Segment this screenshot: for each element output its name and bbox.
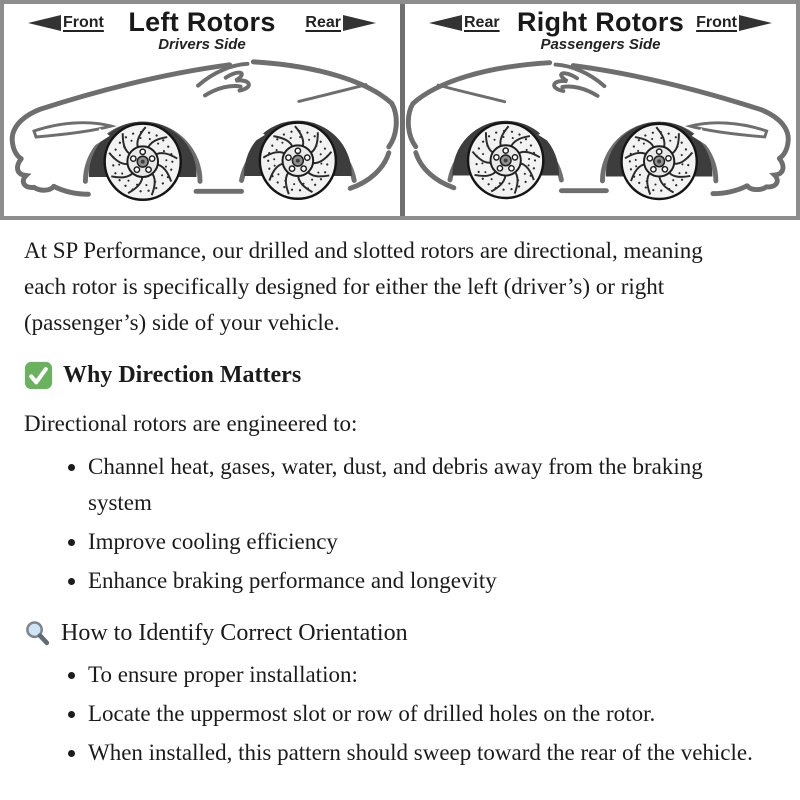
left-panel-header: [4, 4, 400, 52]
section-title: Why Direction Matters: [63, 362, 302, 388]
arrow-right-icon: [738, 14, 772, 32]
check-mark-icon: [24, 361, 53, 390]
benefits-list: [24, 449, 776, 599]
direction-label: Front: [63, 14, 104, 31]
rotation-label: Rotation: [464, 101, 525, 129]
direction-label: Rear: [305, 14, 341, 31]
rear-direction-right: [305, 14, 376, 32]
left-car-illustration: [4, 50, 400, 216]
right-panel-header: [405, 4, 796, 52]
rear-direction-left: [429, 14, 500, 32]
list-item: • To ensure proper installation:: [88, 657, 768, 693]
panel-subtitle: Passengers Side: [540, 36, 661, 53]
direction-label: Front: [696, 14, 737, 31]
front-direction-right: [696, 14, 772, 32]
list-item: • When installed, this pattern should sweep toward the rear of the vehicle.: [88, 735, 768, 771]
list-item: • Locate the uppermost slot or row of drilled holes on the rotor.: [88, 696, 768, 732]
rotor-direction-diagram: [0, 0, 800, 220]
intro-paragraph: At SP Performance, our drilled and slotted rotors are directional, meaning each rotor is specifically designed for either the left (driver’s) or right (passenger’s) side of your vehicle.: [24, 238, 703, 335]
section-why-direction-matters: [24, 358, 776, 392]
front-direction-left: [28, 14, 104, 32]
arrow-right-icon: [342, 14, 376, 32]
list-item: • Channel heat, gases, water, dust, and debris away from the braking system: [88, 449, 768, 521]
arrow-left-icon: [28, 14, 62, 32]
panel-title: Right Rotors: [516, 7, 685, 37]
panel-subtitle: Drivers Side: [158, 36, 246, 53]
right-car-illustration: [405, 50, 796, 216]
left-rotors-panel: [4, 4, 400, 216]
list-item: • Enhance braking performance and longevity: [88, 563, 768, 599]
rotation-label: Rotation: [121, 102, 183, 129]
section-identify-orientation: [24, 616, 776, 650]
list-item: • Improve cooling efficiency: [88, 524, 768, 560]
direction-label: Rear: [464, 14, 500, 31]
arrow-left-icon: [429, 14, 463, 32]
rotation-label: Rotation: [617, 102, 679, 130]
orientation-steps-list: [24, 657, 776, 771]
rotation-label: Rotation: [276, 101, 338, 128]
article-body: [0, 220, 800, 771]
magnifying-glass-icon: [24, 620, 51, 647]
lead-paragraph: Directional rotors are engineered to:: [24, 411, 358, 436]
panel-title: Left Rotors: [128, 7, 276, 37]
right-rotors-panel: [400, 4, 796, 216]
section-title: How to Identify Correct Orientation: [61, 620, 408, 646]
